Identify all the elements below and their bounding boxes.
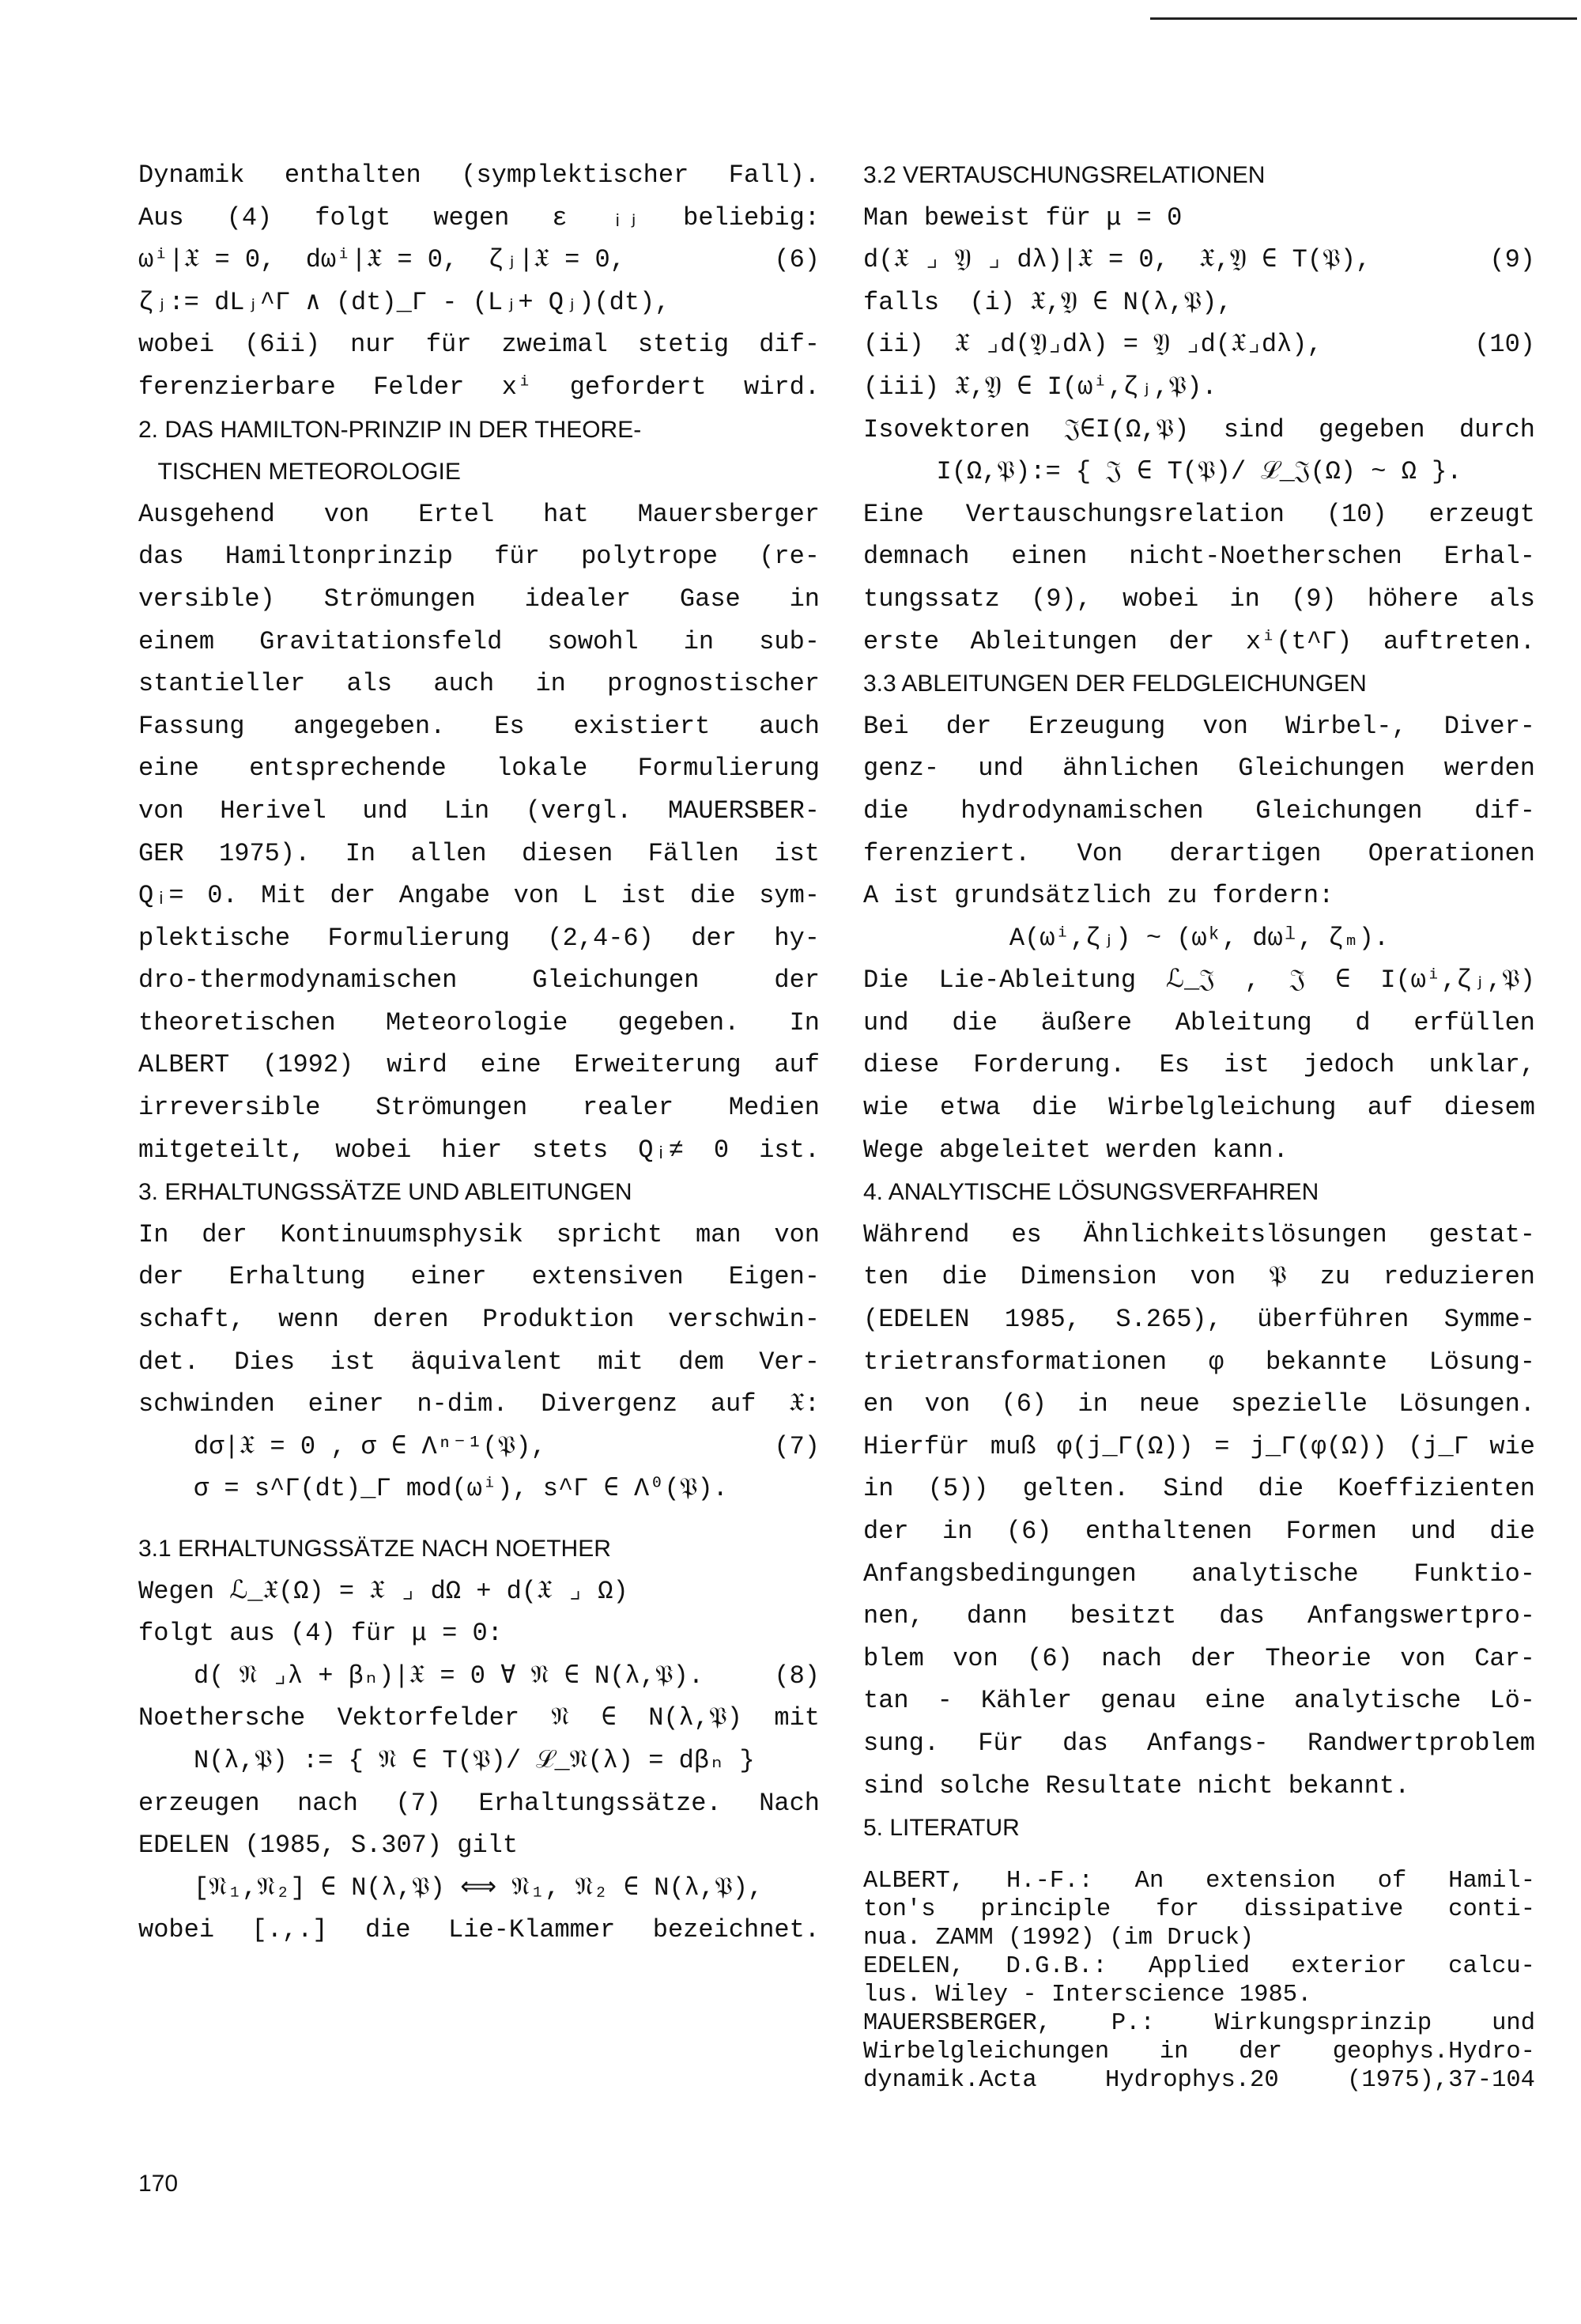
text-line [863, 578, 1535, 621]
text-line [863, 1383, 1535, 1426]
text-line [138, 1341, 820, 1384]
text-line [138, 578, 820, 621]
text-line [863, 959, 1535, 1002]
line-text: Man beweist für μ = 0 [863, 202, 1183, 232]
line-text: der in (6) enthaltenen Formen und die [863, 1517, 1535, 1546]
line-text: erste Ableitungen der xⁱ(t^Γ) auftreten. [863, 626, 1535, 656]
text-line [863, 1468, 1535, 1510]
right-column [863, 154, 1535, 2095]
text-line [863, 1129, 1535, 1172]
text-line [863, 2009, 1535, 2038]
section-heading [138, 409, 820, 452]
text-line [138, 1570, 820, 1613]
line-text: sung. Für das Anfangs- Randwertproblem [863, 1728, 1535, 1758]
text-line [863, 1895, 1535, 1924]
top-rule [1150, 17, 1577, 20]
text-line [138, 1697, 820, 1740]
line-text: 3. ERHALTUNGSSÄTZE UND ABLEITUNGEN [138, 1179, 632, 1206]
line-text: ferenzierbare Felder xⁱ gefordert wird. [138, 372, 820, 402]
text-line [863, 323, 1535, 366]
line-text: TISCHEN METEOROLOGIE [138, 459, 461, 486]
text-line [863, 1924, 1535, 1952]
line-text: 4. ANALYTISCHE LÖSUNGSVERFAHREN [863, 1179, 1319, 1206]
line-text: stantieller als auch in prognostischer [138, 669, 820, 699]
line-text: von Herivel und Lin (vergl. MAUERSBER- [138, 795, 820, 826]
line-text: 5. LITERATUR [863, 1815, 1020, 1842]
text-line [863, 535, 1535, 578]
line-text: 3.3 ABLEITUNGEN DER FELDGLEICHUNGEN [863, 671, 1367, 697]
line-text: Aus (4) folgt wegen ε ᵢⱼ beliebig: [138, 202, 820, 232]
line-text: irreversible Strömungen realer Medien [138, 1093, 820, 1123]
text-line [138, 197, 820, 240]
line-text: In der Kontinuumsphysik spricht man von [138, 1219, 820, 1249]
line-text: ALBERT (1992) wird eine Erweiterung auf [138, 1050, 820, 1080]
line-text: 2. DAS HAMILTON-PRINZIP IN DER THEORE- [138, 416, 642, 443]
line-text: GER 1975). In allen diesen Fällen ist [138, 838, 820, 868]
line-text: tungssatz (9), wobei in (9) höhere als [863, 584, 1535, 614]
text-line [863, 1638, 1535, 1680]
text-line [138, 154, 820, 197]
line-text: Wegen ℒ_𝔛(Ω) = 𝔛 ⌟ dΩ + d(𝔛 ⌟ Ω) [138, 1576, 628, 1606]
text-line [863, 747, 1535, 790]
line-text: ton's principle for dissipative conti- [863, 1895, 1535, 1923]
line-text: das Hamiltonprinzip für polytrope (re- [138, 542, 820, 572]
line-text: wobei (6ii) nur für zweimal stetig dif- [138, 330, 820, 360]
text-line [138, 833, 820, 875]
line-text: erzeugen nach (7) Erhaltungssätze. Nach [138, 1788, 820, 1818]
line-text: [𝔑₁,𝔑₂] ∈ N(λ,𝔓) ⟺ 𝔑₁, 𝔑₂ ∈ N(λ,𝔓), [194, 1872, 764, 1903]
line-text: demnach einen nicht-Noetherschen Erhal- [863, 542, 1535, 572]
line-text: A ist grundsätzlich zu fordern: [863, 881, 1334, 911]
text-line [138, 1256, 820, 1298]
line-text: en von (6) in neue spezielle Lösungen. [863, 1389, 1535, 1419]
text-line [138, 323, 820, 366]
line-text: genz- und ähnlichen Gleichungen werden [863, 754, 1535, 784]
line-text: der Erhaltung einer extensiven Eigen- [138, 1262, 820, 1292]
line-text: wobei [.,.] die Lie-Klammer bezeichnet. [138, 1915, 820, 1945]
line-text: versible) Strömungen idealer Gase in [138, 584, 820, 614]
text-line [863, 1298, 1535, 1341]
text-line [138, 1426, 820, 1468]
line-text: d( 𝔑 ⌟λ + βₙ)|𝔛 = 0 ∀ 𝔑 ∈ N(λ,𝔓). [194, 1661, 704, 1691]
line-text: ferenziert. Von derartigen Operationen [863, 838, 1535, 868]
section-heading [138, 1528, 820, 1570]
text-line [138, 1214, 820, 1256]
section-heading [863, 1171, 1535, 1214]
line-text: ALBERT, H.-F.: An extension of Hamil- [863, 1867, 1535, 1895]
line-text: (ii) 𝔛 ⌟d(𝔜⌟dλ) = 𝔜 ⌟d(𝔛⌟dλ), [863, 330, 1323, 360]
text-line [863, 409, 1535, 452]
text-line [863, 2038, 1535, 2066]
line-text: Ausgehend von Ertel hat Mauersberger [138, 499, 820, 529]
text-line [138, 705, 820, 748]
text-line [863, 282, 1535, 324]
line-text: schwinden einer n-dim. Divergenz auf 𝔛: [138, 1389, 820, 1419]
spacer [863, 1850, 1535, 1867]
text-line [863, 1722, 1535, 1765]
line-text: falls (i) 𝔛,𝔜 ∈ N(λ,𝔓), [863, 287, 1232, 317]
line-text: 3.2 VERTAUSCHUNGSRELATIONEN [863, 162, 1266, 188]
text-line [863, 1214, 1535, 1256]
line-text: Wege abgeleitet werden kann. [863, 1135, 1289, 1165]
line-text: Anfangsbedingungen analytische Funktio- [863, 1559, 1535, 1589]
text-line [138, 366, 820, 409]
text-line [863, 1981, 1535, 2009]
text-line [863, 493, 1535, 536]
text-line [138, 747, 820, 790]
text-line [863, 1680, 1535, 1722]
text-line [863, 1765, 1535, 1808]
line-text: ten die Dimension von 𝔓 zu reduzieren [863, 1262, 1535, 1292]
text-line [863, 2066, 1535, 2095]
line-text: Qᵢ= 0. Mit der Angabe von L ist die sym- [138, 881, 820, 911]
line-text: Isovektoren 𝔍∈I(Ω,𝔓) sind gegeben durch [863, 414, 1535, 444]
section-heading [138, 451, 820, 493]
equation-number: (6) [774, 245, 820, 275]
text-line [863, 1086, 1535, 1129]
line-text: Bei der Erzeugung von Wirbel-, Diver- [863, 711, 1535, 741]
line-text: theoretischen Meteorologie gegeben. In [138, 1007, 820, 1037]
line-text: und die äußere Ableitung d erfüllen [863, 1007, 1535, 1037]
line-text: EDELEN (1985, S.307) gilt [138, 1831, 519, 1861]
text-line [138, 875, 820, 917]
line-text: 3.1 ERHALTUNGSSÄTZE NACH NOETHER [138, 1536, 611, 1562]
text-line [138, 790, 820, 833]
text-line [863, 1002, 1535, 1045]
line-text: det. Dies ist äquivalent mit dem Ver- [138, 1347, 820, 1377]
line-text: (EDELEN 1985, S.265), überführen Symme- [863, 1305, 1535, 1335]
text-line [138, 493, 820, 536]
line-text: Noethersche Vektorfelder 𝔑 ∈ N(λ,𝔓) mit [138, 1703, 820, 1733]
text-line [138, 239, 820, 282]
text-line [863, 239, 1535, 282]
spacer [138, 1510, 820, 1528]
line-text: ωⁱ|𝔛 = 0, dωⁱ|𝔛 = 0, ζⱼ|𝔛 = 0, [138, 245, 625, 275]
line-text: in (5)) gelten. Sind die Koeffizienten [863, 1474, 1535, 1504]
text-line [138, 1298, 820, 1341]
text-line [863, 621, 1535, 663]
text-line [138, 1740, 820, 1782]
text-line [863, 1426, 1535, 1468]
text-line [863, 917, 1535, 960]
text-line [863, 366, 1535, 409]
line-text: einem Gravitationsfeld sowohl in sub- [138, 626, 820, 656]
line-text: trietransformationen φ bekannte Lösung- [863, 1347, 1535, 1377]
line-text: plektische Formulierung (2,4-6) der hy- [138, 923, 820, 953]
section-heading [863, 663, 1535, 705]
text-line [863, 1044, 1535, 1086]
line-text: σ = s^Γ(dt)_Γ mod(ωⁱ), s^Γ ∈ Λ⁰(𝔓). [194, 1474, 728, 1504]
text-line [138, 1867, 820, 1910]
line-text: schaft, wenn deren Produktion verschwin- [138, 1305, 820, 1335]
line-text: blem von (6) nach der Theorie von Car- [863, 1643, 1535, 1673]
equation-number: (10) [1474, 330, 1535, 360]
section-heading [863, 1807, 1535, 1850]
text-line [863, 875, 1535, 917]
line-text: EDELEN, D.G.B.: Applied exterior calcu- [863, 1952, 1535, 1980]
text-line [138, 1086, 820, 1129]
text-line [138, 917, 820, 960]
line-text: N(λ,𝔓) := { 𝔑 ∈ T(𝔓)/ ℒ_𝔑(λ) = dβₙ } [194, 1745, 755, 1775]
line-text: mitgeteilt, wobei hier stets Qᵢ≠ 0 ist. [138, 1135, 820, 1165]
text-line [138, 282, 820, 324]
line-text: die hydrodynamischen Gleichungen dif- [863, 795, 1535, 826]
text-line [863, 197, 1535, 240]
line-text: Die Lie-Ableitung ℒ_𝔍 , 𝔍 ∈ I(ωⁱ,ζⱼ,𝔓) [863, 965, 1535, 996]
left-column [138, 154, 820, 1952]
line-text: A(ωⁱ,ζⱼ) ~ (ωᵏ, dωˡ, ζₘ). [1009, 923, 1390, 953]
line-text: eine entsprechende lokale Formulierung [138, 754, 820, 784]
text-line [138, 1129, 820, 1172]
text-line [138, 1909, 820, 1952]
text-line [863, 833, 1535, 875]
line-text: nen, dann besitzt das Anfangswertpro- [863, 1601, 1535, 1631]
line-text: Während es Ähnlichkeitslösungen gestat- [863, 1219, 1535, 1249]
text-line [138, 959, 820, 1002]
line-text: wie etwa die Wirbelgleichung auf diesem [863, 1093, 1535, 1123]
text-line [138, 1468, 820, 1510]
line-text: Dynamik enthalten (symplektischer Fall). [138, 161, 820, 190]
line-text: Hierfür muß φ(j_Γ(Ω)) = j_Γ(φ(Ω)) (j_Γ wie [863, 1431, 1535, 1461]
line-text: I(Ω,𝔓):= { 𝔍 ∈ T(𝔓)/ ℒ_𝔍(Ω) ~ Ω }. [936, 457, 1462, 487]
text-line [863, 790, 1535, 833]
text-line [863, 1952, 1535, 1981]
text-line [138, 1044, 820, 1086]
text-line [138, 621, 820, 663]
line-text: Fassung angegeben. Es existiert auch [138, 711, 820, 741]
text-line [863, 705, 1535, 748]
text-line [138, 1655, 820, 1698]
line-text: Eine Vertauschungsrelation (10) erzeugt [863, 499, 1535, 529]
line-text: MAUERSBERGER, P.: Wirkungsprinzip und [863, 2009, 1535, 2037]
text-line [863, 1867, 1535, 1895]
section-heading [138, 1171, 820, 1214]
text-line [863, 1341, 1535, 1384]
line-text: dro-thermodynamischen Gleichungen der [138, 965, 820, 996]
text-line [138, 535, 820, 578]
line-text: nua. ZAMM (1992) (im Druck) [863, 1924, 1255, 1952]
text-line [863, 1510, 1535, 1553]
text-line [863, 1256, 1535, 1298]
line-text: dσ|𝔛 = 0 , σ ∈ Λⁿ⁻¹(𝔓), [194, 1431, 546, 1461]
line-text: (iii) 𝔛,𝔜 ∈ I(ωⁱ,ζⱼ,𝔓). [863, 372, 1217, 402]
line-text: diese Forderung. Es ist jedoch unklar, [863, 1050, 1535, 1080]
line-text: folgt aus (4) für μ = 0: [138, 1619, 503, 1649]
text-line [863, 451, 1535, 493]
text-line [138, 663, 820, 705]
equation-number: (7) [774, 1431, 820, 1461]
line-text: ζⱼ:= dLⱼ^Γ ∧ (dt)_Γ - (Lⱼ+ Qⱼ)(dt), [138, 287, 670, 317]
text-line [863, 1553, 1535, 1596]
text-line [863, 1595, 1535, 1638]
line-text: sind solche Resultate nicht bekannt. [863, 1770, 1410, 1801]
text-line [138, 1383, 820, 1426]
page-number: 170 [138, 2171, 179, 2197]
text-line [138, 1824, 820, 1867]
text-line [138, 1612, 820, 1655]
line-text: Wirbelgleichungen in der geophys.Hydro- [863, 2038, 1535, 2065]
line-text: tan - Kähler genau eine analytische Lö- [863, 1686, 1535, 1716]
line-text: dynamik.Acta Hydrophys.20 (1975),37-104 [863, 2066, 1535, 2094]
section-heading [863, 154, 1535, 197]
text-line [138, 1782, 820, 1825]
line-text: d(𝔛 ⌟ 𝔜 ⌟ dλ)|𝔛 = 0, 𝔛,𝔜 ∈ T(𝔓), [863, 245, 1372, 275]
text-line [138, 1002, 820, 1045]
equation-number: (8) [774, 1661, 820, 1691]
equation-number: (9) [1489, 245, 1535, 275]
line-text: lus. Wiley - Interscience 1985. [863, 1981, 1312, 2008]
